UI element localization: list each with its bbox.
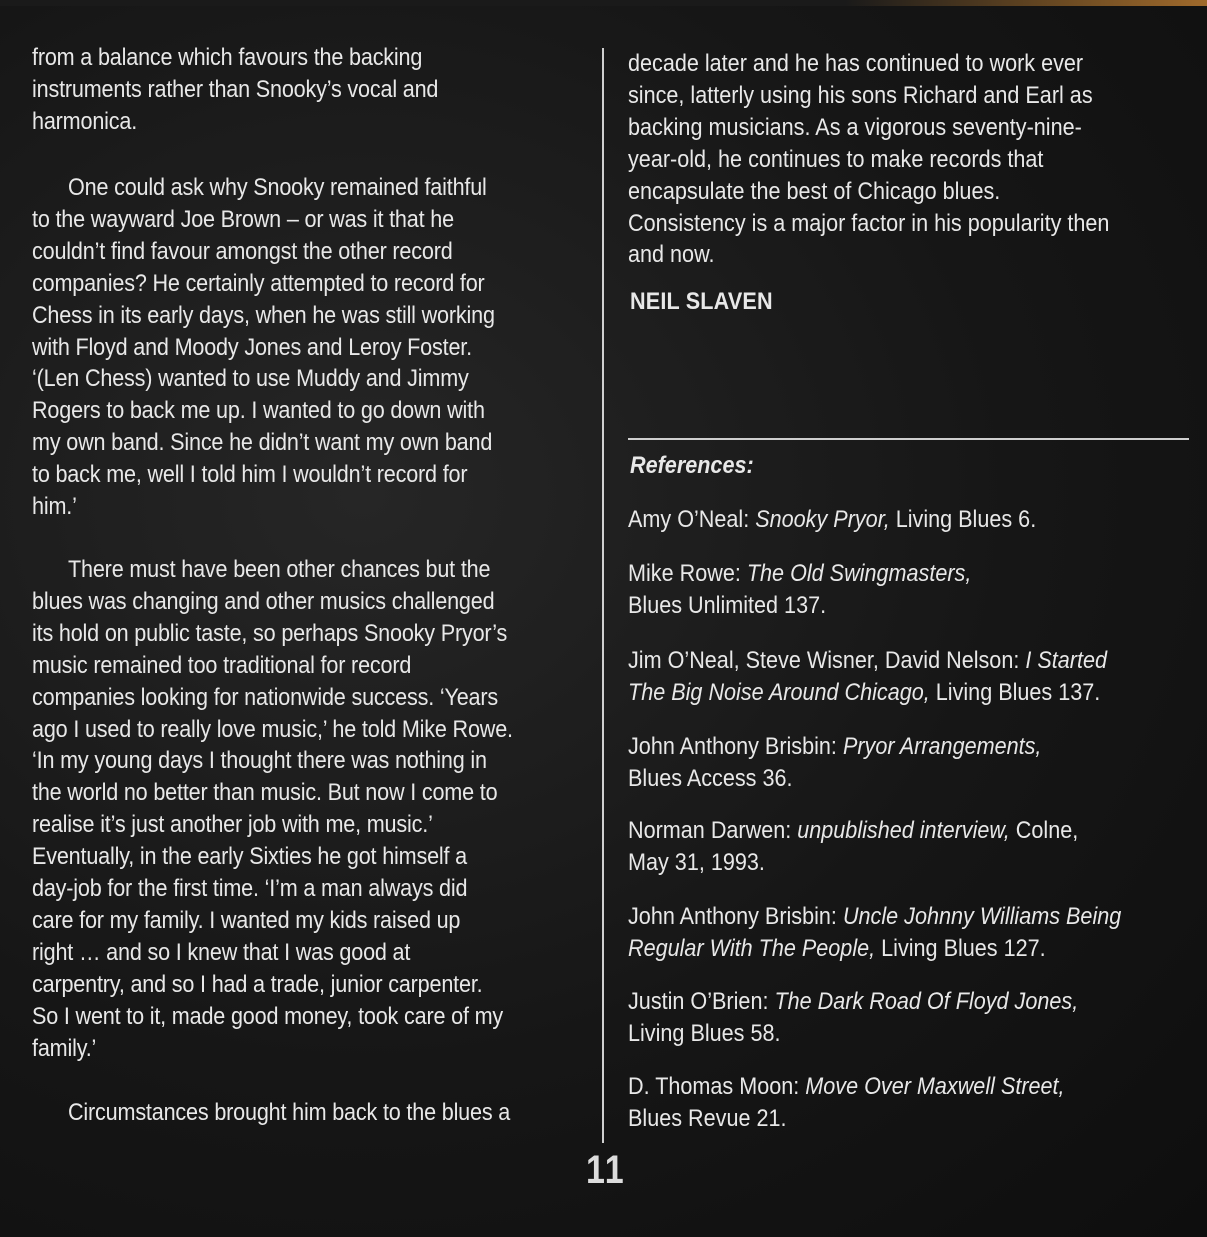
reference-author: D. Thomas Moon:: [628, 1073, 806, 1100]
reference-author: Justin O’Brien:: [628, 988, 775, 1015]
reference-author: Jim O’Neal, Steve Wisner, David Nelson:: [628, 647, 1026, 674]
reference-title: The Dark Road Of Floyd Jones,: [774, 988, 1079, 1015]
reference-item: [628, 558, 1193, 621]
reference-author: John Anthony Brisbin:: [628, 903, 843, 930]
reference-source: Living Blues 127.: [875, 934, 1046, 962]
reference-title: Move Over Maxwell Street,: [805, 1073, 1065, 1100]
reference-item: [628, 901, 1193, 964]
reference-item: [628, 986, 1193, 1049]
reference-author: Norman Darwen:: [628, 817, 798, 844]
reference-item: [628, 504, 1193, 536]
author-name: NEIL SLAVEN: [630, 288, 773, 315]
reference-source: Living Blues 58.: [628, 1019, 781, 1047]
reference-source: Blues Revue 21.: [628, 1104, 787, 1132]
reference-source: Blues Unlimited 137.: [628, 591, 827, 619]
reference-source: Colne, May 31, 1993.: [628, 817, 1079, 876]
reference-title: I Started The Big Noise Around Chicago,: [628, 647, 1107, 706]
top-edge-strip: [0, 0, 1207, 6]
references-rule: [628, 438, 1189, 440]
paragraph-3: There must have been other chances but the blues was changing and other musics challenged its hold on public taste, so perhaps Snooky Pryor’s music remained too traditional for record companies looking for nationwide success. ‘Years ago I used to really love music,’ he told Mike Rowe. ‘In my young days I thought there was nothing in the world no better than music. But now I come to realise it’s just another job with me, music.’ Eventually, in the early Sixties he got himself a day-job for the first time. ‘I’m a man always did care for my family. I wanted my kids raised up right … and so I knew that I was good at carpentry, and so I had a trade, junior carpenter. So I went to it, made good money, took care of my family.’: [32, 556, 513, 1062]
reference-title: The Old Swingmasters,: [746, 560, 972, 587]
reference-author: John Anthony Brisbin:: [628, 733, 843, 760]
reference-item: [628, 731, 1193, 794]
reference-source: Living Blues 137.: [929, 678, 1101, 706]
reference-source: Blues Access 36.: [628, 764, 793, 792]
reference-author: Amy O’Neal:: [628, 506, 756, 533]
paragraph-1: from a balance which favours the backing instruments rather than Snooky’s vocal and harmonica.: [32, 44, 439, 135]
reference-item: [628, 1071, 1193, 1134]
reference-item: [628, 645, 1193, 708]
reference-title: Pryor Arrangements,: [842, 733, 1042, 760]
reference-item: [628, 815, 1193, 878]
column-divider: [602, 48, 604, 1143]
references-heading: References:: [630, 452, 754, 479]
reference-author: Mike Rowe:: [628, 560, 747, 587]
reference-source: Living Blues 6.: [889, 506, 1037, 533]
page-number: 11: [586, 1148, 626, 1192]
paragraph-4: Circumstances brought him back to the blues a: [68, 1099, 511, 1126]
paragraph-2: One could ask why Snooky remained faithful to the wayward Joe Brown – or was it that he couldn’t find favour amongst the other record companies? He certainly attempted to record for Chess in its early days, when he was still working with Floyd and Moody Jones and Leroy Foster. ‘(Len Chess) wanted to use Muddy and Jimmy Rogers to back me up. I wanted to go down with my own band. Since he didn’t want my own band to back me, well I told him I wouldn’t record for him.’: [32, 174, 495, 521]
reference-title: unpublished interview,: [797, 817, 1010, 844]
reference-title: Snooky Pryor,: [755, 506, 890, 533]
reference-title: Uncle Johnny Williams Being Regular With The People,: [628, 903, 1122, 962]
paragraph-5: decade later and he has continued to work ever since, latterly using his sons Richard and Earl as backing musicians. As a vigorous seventy-nine- year-old, he continues to make records that encapsulate the best of Chicago blues. Consistency is a major factor in his popularity then and now.: [628, 50, 1110, 269]
